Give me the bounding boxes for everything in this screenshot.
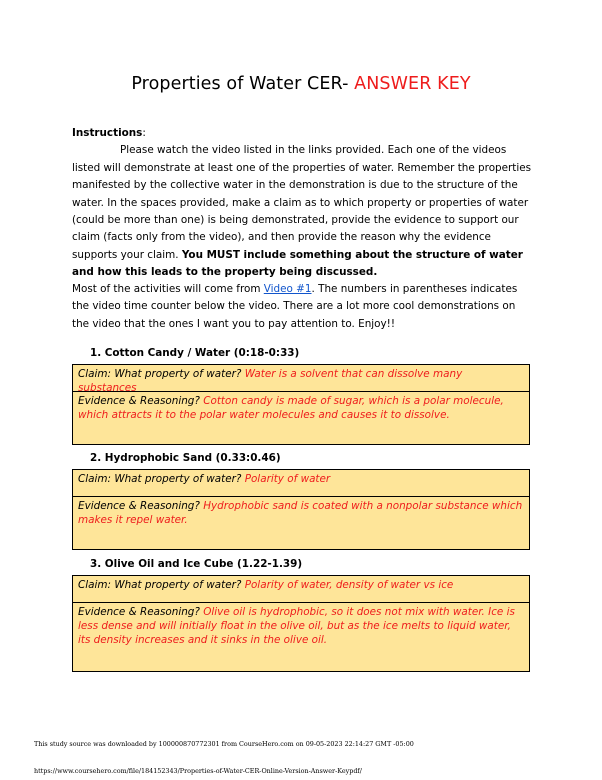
claim-answer: Water is a solvent that can dissolve many substances: [78, 368, 463, 394]
answer-box: [72, 469, 530, 550]
item-heading: 3. Olive Oil and Ice Cube (1.22-1.39): [90, 558, 303, 570]
claim-answer: Polarity of water: [244, 473, 331, 485]
video-link[interactable]: Video #1: [263, 283, 312, 295]
title-main: Properties of Water CER-: [131, 74, 355, 94]
evidence-answer: Olive oil is hydrophobic, so it does not mix with water. Ice is less dense and will initially float in the olive oil, but as the ice melts to liquid water, its density increases and it sinks in the olive oil.: [78, 606, 515, 646]
item-heading: 1. Cotton Candy / Water (0:18-0:33): [90, 347, 300, 359]
evidence-row: [73, 392, 529, 444]
source-url: https://www.coursehero.com/file/184152343/Properties-of-Water-CER-Online-Version-Answer-Keypdf/: [34, 767, 362, 775]
instructions-paragraph: [72, 142, 534, 281]
evidence-label: Evidence & Reasoning?: [78, 395, 204, 407]
download-note: This study source was downloaded by 100000870772301 from CourseHero.com on 09-05-2023 22:14:27 GMT -05:00: [34, 740, 414, 748]
instructions-label: Instructions: [72, 127, 143, 139]
instructions-colon: :: [142, 127, 146, 139]
claim-answer: Polarity of water, density of water vs ice: [244, 579, 454, 591]
answer-box: [72, 575, 530, 672]
claim-label: Claim: What property of water?: [78, 473, 245, 485]
evidence-answer: Cotton candy is made of sugar, which is a polar molecule, which attracts it to the polar water molecules and causes it to dissolve.: [78, 395, 504, 421]
activities-text-pre: Most of the activities will come from: [72, 283, 264, 295]
evidence-row: [73, 497, 529, 549]
answer-box: [72, 364, 530, 445]
evidence-label: Evidence & Reasoning?: [78, 606, 204, 618]
claim-row: [73, 470, 529, 497]
title-answer-key: ANSWER KEY: [354, 74, 471, 94]
evidence-row: [73, 603, 529, 671]
claim-row: [73, 365, 529, 392]
item-heading: 2. Hydrophobic Sand (0.33:0.46): [90, 452, 281, 464]
evidence-answer: Hydrophobic sand is coated with a nonpolar substance which makes it repel water.: [78, 500, 523, 526]
claim-row: [73, 576, 529, 603]
activities-text-post: . The numbers in parentheses indicates the video time counter below the video. There are a lot more cool demonstrations on the video that the ones I want you to pay attention to. Enjoy!!: [72, 283, 518, 330]
claim-label: Claim: What property of water?: [78, 368, 245, 380]
evidence-label: Evidence & Reasoning?: [78, 500, 204, 512]
instructions-bold-note: You MUST include something about the structure of water and how this leads to the property being discussed.: [72, 248, 523, 279]
instructions-body: Please watch the video listed in the links provided. Each one of the videos listed will demonstrate at least one of the properties of water. Remember the properties manifested by the collective water in the demonstration is due to the structure of the water. In the spaces provided, make a claim as to which property or properties of water (could be more than one) is being demonstrated, provide the evidence to support our claim (facts only from the video), and then provide the reason why the evidence supports your claim.: [72, 144, 532, 261]
activities-paragraph: [72, 281, 534, 333]
claim-label: Claim: What property of water?: [78, 579, 245, 591]
page-title: [0, 74, 602, 94]
instructions-section: [72, 125, 534, 282]
